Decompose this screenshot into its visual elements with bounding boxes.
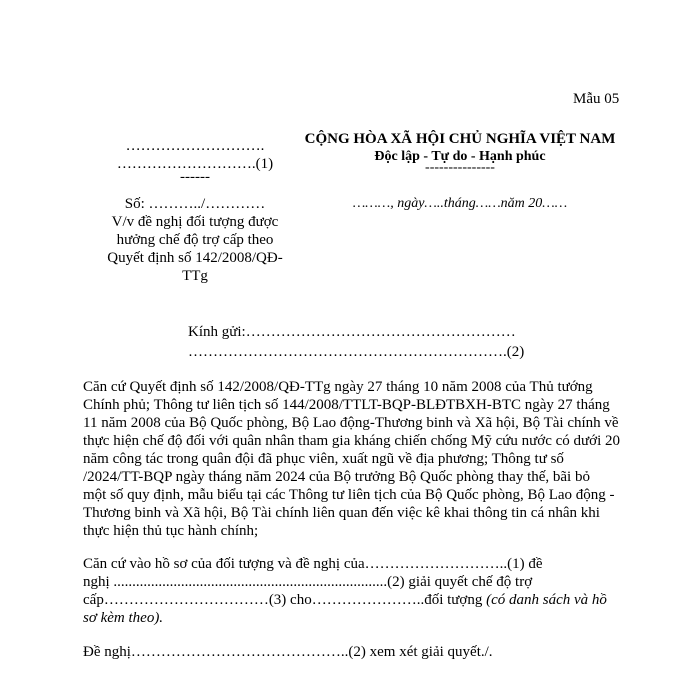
date-line: ………, ngày…..tháng……năm 20…… — [352, 196, 568, 211]
recipient-line-1: Kính gửi:……………………………………………… — [188, 324, 516, 340]
subject-line-3: Quyết định số 142/2008/QĐ- — [107, 250, 283, 266]
country-name: CỘNG HÒA XÃ HỘI CHỦ NGHĨA VIỆT NAM — [304, 131, 616, 147]
paragraph-line: thực hiện chế độ đối với quân nhân tham gia kháng chiến chống Mỹ cứu nước có dưới 20 — [83, 433, 621, 449]
paragraph-line: thực hiện thủ tục hành chính; — [83, 523, 259, 539]
left-header-block — [80, 137, 310, 285]
attachment-note-cont: sơ kèm theo). — [83, 610, 164, 626]
left-header-rule: ------ — [180, 169, 210, 185]
right-header-block — [290, 130, 630, 212]
subject-line-2: hưởng chế độ trợ cấp theo — [116, 232, 274, 248]
subject-line-1: V/v đề nghị đối tượng được — [111, 214, 279, 230]
paragraph-line: 11 năm 2008 của Bộ Quốc phòng, Bộ Lao động-Thương binh và Xã hội, Bộ Tài chính về — [83, 415, 619, 431]
proposal-paragraph — [83, 555, 607, 627]
right-header-rule: --------------- — [425, 160, 495, 175]
paragraph-line: năm công tác trong quân đội đã phục viên, xuất ngũ về địa phương; Thông tư số — [83, 451, 564, 467]
agency-name-line: ……………………….(1) — [116, 156, 274, 172]
paragraph-line: /2024/TT-BQP ngày tháng năm 2024 của Bộ trưởng Bộ Quốc phòng thay thế, bãi bỏ — [83, 469, 590, 485]
paragraph-line — [83, 591, 607, 609]
paragraph-line: Chính phủ; Thông tư liên tịch số 144/2008/TTLT-BQP-BLĐTBXH-BTC ngày 27 tháng — [83, 397, 610, 413]
attachment-note: (có danh sách và hồ — [486, 592, 607, 608]
paragraph-line: Căn cứ vào hồ sơ của đối tượng và đề nghị của………………………..(1) đề — [83, 556, 543, 572]
paragraph-line: nghị .........................................................................(2) giải quyết chế độ trợ — [83, 574, 533, 590]
form-code: Mẫu 05 — [573, 91, 620, 107]
agency-parent-line: ………………………. — [125, 138, 265, 154]
legal-basis-paragraph — [83, 378, 620, 540]
national-motto: Độc lập - Tự do - Hạnh phúc — [374, 149, 546, 164]
paragraph-line: một số quy định, mẫu biểu tại các Thông tư liên tịch của Bộ Quốc phòng, Bộ Lao động - — [83, 487, 615, 503]
subject-line-4: TTg — [182, 268, 208, 284]
paragraph-line: Căn cứ Quyết định số 142/2008/QĐ-TTg ngày 27 tháng 10 năm 2008 của Thủ tướng — [83, 379, 593, 395]
request-paragraph: Đề nghị……………………………………..(2) xem xét giải quyết./. — [83, 644, 493, 660]
paragraph-line: Thương binh và Xã hội, Bộ Tài chính liên quan đến việc kê khai thông tin cá nhân khi — [83, 505, 600, 521]
recipient-line-2: ……………………………………………………….(2) — [188, 344, 525, 360]
paragraph-text: cấp……………………………(3) cho…………………..đối tượng — [83, 592, 487, 608]
document-number: Số: ………../………… — [124, 196, 266, 212]
